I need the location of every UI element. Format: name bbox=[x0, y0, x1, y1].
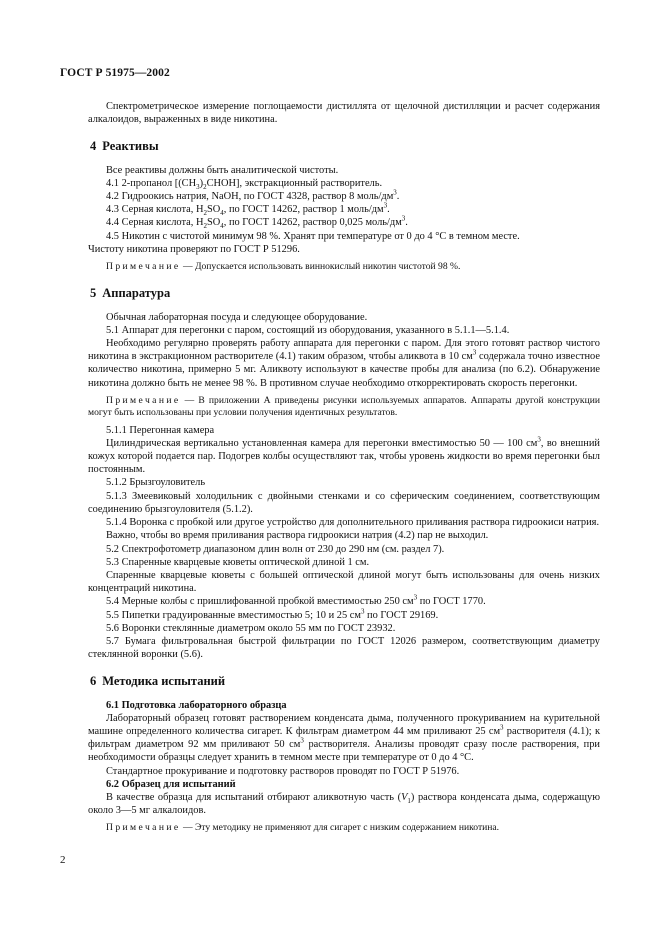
check-paragraph: Необходимо регулярно проверять работу аппарата для перегонки с паром. Для этого готовят раствор чистого никотина в экстракционном растворителе (4.1) таким образом, чтобы аликвота в 10 $см^3$ содержала точно известное количество никотина, примерно 5 мг. Аликвоту используют в качестве пробы для анализа (по 6.2). Обнаружение никотина должно быть не менее 98 %. В противном случае необходимо откорректировать скорость перегонки. bbox=[88, 338, 600, 389]
important-paragraph: Важно, чтобы во время приливания раствора гидроокиси натрия (4.2) пар не выходил. bbox=[106, 530, 489, 542]
item-4-5-cont: Чистоту никотина проверяют по ГОСТ Р 51296. bbox=[88, 243, 300, 255]
subsection-6-2-heading: 6.2 Образец для испытаний bbox=[106, 778, 236, 790]
item-6-2: В качестве образца для испытаний отбирают аликвотную часть $(V_1)$ раствора конденсата дыма, содержащую около 3—5 мг алкалоидов. bbox=[88, 791, 600, 817]
item-4-4: 4.4 Серная кислота, $H_2SO_4$, по ГОСТ 14262, раствор 0,025 моль/$дм^3$. bbox=[106, 214, 408, 231]
s4-note: Примечание — Допускается использовать виннокислый никотин чистотой 98 %. bbox=[106, 261, 461, 273]
section-5-heading: 5 Аппаратура bbox=[90, 286, 171, 301]
standard-header: ГОСТ Р 51975—2002 bbox=[60, 67, 170, 79]
item-5-6: 5.6 Воронки стеклянные диаметром около 55 мм по ГОСТ 23932. bbox=[106, 622, 396, 634]
page-number: 2 bbox=[60, 854, 66, 866]
item-5-1-1-desc: Цилиндрическая вертикально установленная камера для перегонки вместимостью 50 — 100 $см^3$, во внешний кожух которой подается пар. Подогрев колбы осуществляют так, чтобы уровень жидкости во время перегонки был постоянным. bbox=[88, 435, 600, 476]
item-5-1-2: 5.1.2 Брызгоуловитель bbox=[106, 477, 206, 489]
s5-lead: Обычная лабораторная посуда и следующее оборудование. bbox=[106, 311, 368, 323]
cuvette-paragraph: Спаренные кварцевые кюветы с большей оптической длиной могут быть использованы для очень низких концентраций никотина. bbox=[88, 569, 600, 595]
item-5-1: 5.1 Аппарат для перегонки с паром, состоящий из оборудования, указанного в 5.1.1—5.1.4. bbox=[106, 324, 510, 336]
intro-paragraph: Спектрометрическое измерение поглощаемости дистиллята от щелочной дистилляции и расчет содержания алкалоидов, выраженных в виде никотина. bbox=[88, 101, 600, 126]
item-5-5: 5.5 Пипетки градуированные вместимостью 5; 10 и 25 $см^3$ по ГОСТ 29169. bbox=[106, 607, 439, 621]
item-4-1: 4.1 2-пропанол $[(CH_3)_2CHOH]$, экстракционный растворитель. bbox=[106, 177, 383, 191]
item-6-1: Лабораторный образец готовят растворением конденсата дыма, полученного прокуриванием на курительной машине определенного количества сигарет. К фильтрам диаметром 44 мм приливают 25 $см^3$ растворителя (4.1); к фильтрам диаметром 92 мм приливают 50 $см^3$ растворителя. Анализы проводят сразу после растворения, при необходимости образцы следует хранить в темном месте при температуре от 0 до 4 °С. bbox=[88, 712, 600, 764]
item-5-4: 5.4 Мерные колбы с пришлифованной пробкой вместимостью 250 $см^3$ по ГОСТ 1770. bbox=[106, 593, 486, 608]
item-4-5: 4.5 Никотин с чистотой минимум 98 %. Хранят при температуре от 0 до 4 °С в темном месте. bbox=[106, 230, 520, 242]
item-5-1-1: 5.1.1 Перегонная камера bbox=[106, 424, 215, 436]
section-4-heading: 4 Реактивы bbox=[90, 139, 159, 154]
item-5-7: 5.7 Бумага фильтровальная быстрой фильтрации по ГОСТ 12026 размером, соответствующим диаметру стеклянной воронки (5.6). bbox=[88, 635, 600, 661]
item-5-1-3: 5.1.3 Змеевиковый холодильник с двойными стенками и со сферическим соединением, соответствующим соединению брызгоуловителя (5.1.2). bbox=[88, 490, 600, 515]
item-4-2: 4.2 Гидроокись натрия, NaOH, по ГОСТ 4328, раствор 8 моль/$дм^3$. bbox=[106, 188, 400, 203]
section-6-heading: 6 Методика испытаний bbox=[90, 674, 226, 689]
s4-lead: Все реактивы должны быть аналитической чистоты. bbox=[106, 164, 339, 176]
item-5-2: 5.2 Спектрофотометр диапазоном длин волн от 230 до 290 нм (см. раздел 7). bbox=[106, 543, 445, 555]
standard-smoking-paragraph: Стандартное прокуривание и подготовку растворов проводят по ГОСТ Р 51976. bbox=[106, 765, 460, 777]
s6-note: Примечание — Эту методику не применяют для сигарет с низким содержанием никотина. bbox=[106, 822, 500, 834]
s5-note: Примечание — В приложении А приведены рисунки используемых аппаратов. Аппараты другой конструкции могут быть использованы при условии получения идентичных результатов. bbox=[88, 394, 600, 419]
document-body bbox=[88, 100, 600, 839]
item-5-1-4: 5.1.4 Воронка с пробкой или другое устройство для дополнительного приливания раствора гидроокиси натрия. bbox=[106, 517, 600, 529]
item-4-3: 4.3 Серная кислота, $H_2SO_4$, по ГОСТ 14262, раствор 1 моль/$дм^3$. bbox=[106, 201, 390, 218]
item-5-3: 5.3 Спаренные кварцевые кюветы оптической длиной 1 см. bbox=[106, 556, 370, 568]
subsection-6-1-heading: 6.1 Подготовка лабораторного образца bbox=[106, 699, 287, 711]
